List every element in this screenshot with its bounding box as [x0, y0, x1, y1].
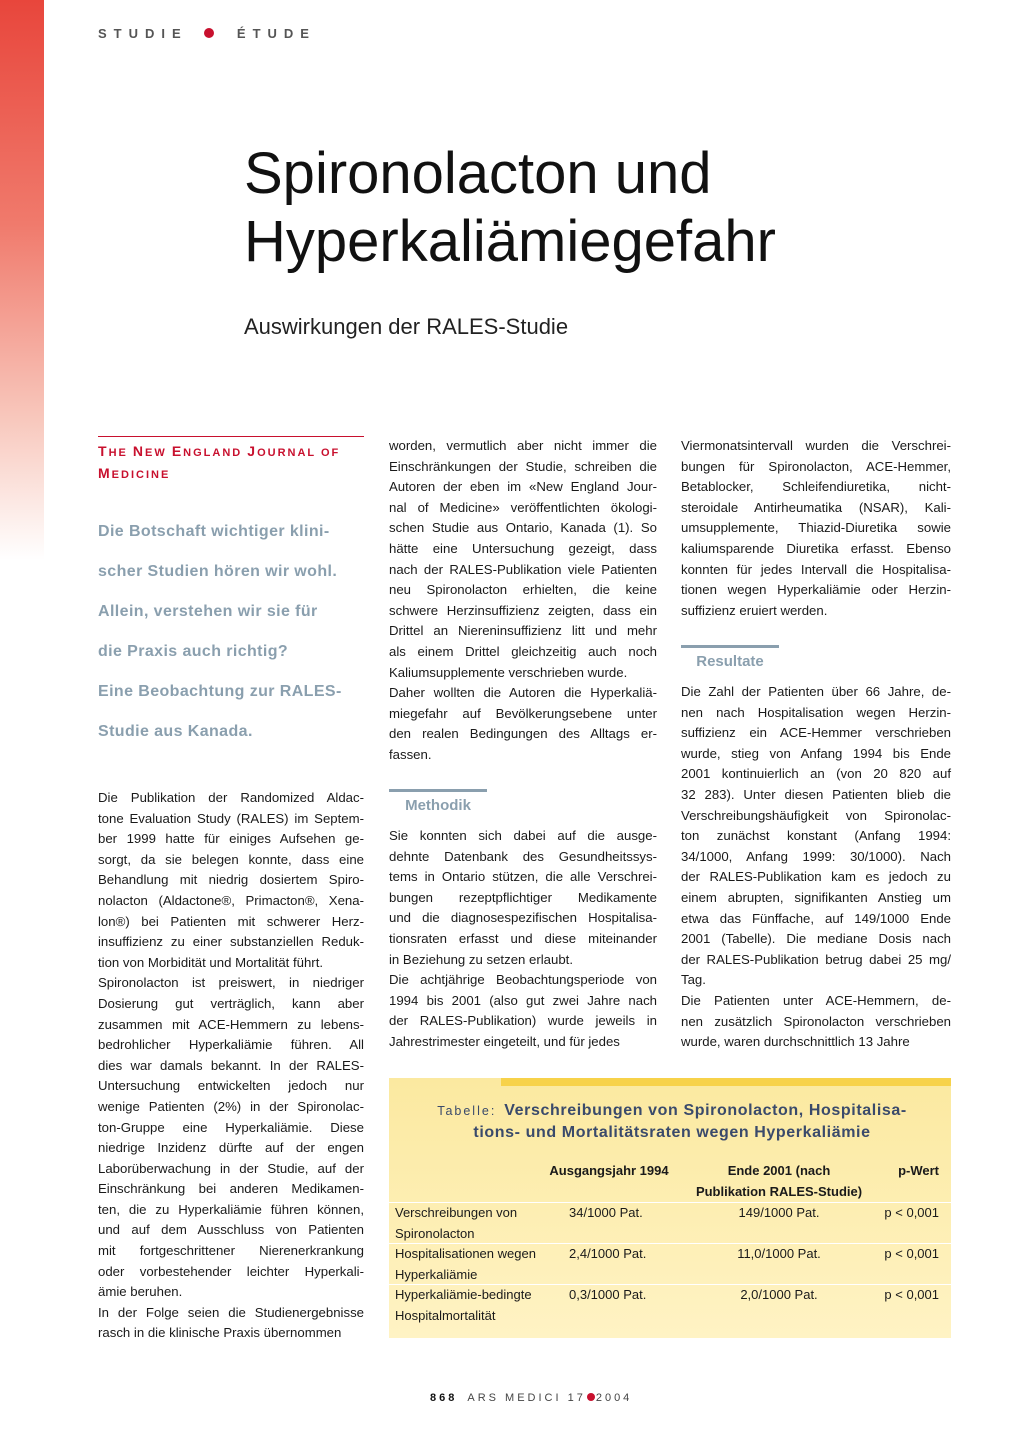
table-cell-pvalue: p < 0,001	[884, 1287, 939, 1302]
pull-quote-line: Studie aus Kanada.	[98, 723, 253, 740]
pull-quote-line: Allein, verstehen wir sie für	[98, 603, 318, 620]
body-text-line: suffizienz eruiert werden.	[681, 602, 828, 618]
journal-char: E	[171, 443, 184, 459]
body-text-line: als einem Drittel gleichzeitig auch noch	[389, 643, 657, 659]
row-label-line: Hyperkaliämie-bedingte	[395, 1287, 532, 1302]
body-text-line: schwere Herzinsuffizienz zeigten, dass ein	[389, 602, 657, 618]
body-text-line: Viermonatsintervall wurden die Verschrei-	[681, 438, 951, 453]
body-text-line: In der Folge seien die Studienergebnisse	[98, 1304, 364, 1320]
table-header-end-line-2: Publikation RALES-Studie)	[695, 1184, 863, 1199]
page-number: 868	[430, 1392, 458, 1404]
body-text-line: Drittel an Niereninsuffizienz litt und mehr	[389, 623, 657, 639]
body-text-line: Untersuchung entwickelten jedoch nur	[98, 1078, 364, 1094]
body-text-line: steroidale Antirheumatika (NSAR), Kali-	[681, 499, 951, 515]
table-header-end-line-1: Ende 2001 (nach	[727, 1163, 831, 1178]
body-text-line: neu Spironolacton erhielten, die keine	[389, 582, 657, 598]
body-text-line: schen Studie aus Ontario, Kanada (1). So	[389, 520, 657, 536]
table-caption-line-2: tions- und Mortalitätsraten wegen Hyperkaliämie	[473, 1124, 871, 1141]
table-header-end	[689, 1160, 869, 1202]
body-text-line: lon®) bei Patienten mit schwerer Herz-	[98, 913, 364, 929]
body-text-line: worden, vermutlich aber nicht immer die	[389, 438, 657, 453]
journal-char: EW	[145, 447, 172, 459]
body-text-line: wenige Patienten (2%) in der Spironolac-	[98, 1098, 364, 1114]
table-cell-label	[395, 1244, 565, 1285]
body-text-line: in Beziehung zu setzen erlaubt.	[389, 951, 574, 967]
table-cell-label	[395, 1203, 565, 1244]
body-text-line: hätte eine Untersuchung gezeigt, dass	[389, 540, 657, 556]
title-line-1: Spironolacton und	[244, 141, 712, 206]
body-column-3-bottom	[681, 682, 951, 1053]
footer-year: 2004	[595, 1392, 633, 1404]
body-text-line: den realen Bedingungen des Alltags er-	[389, 726, 657, 742]
body-text-line: Einschränkung bei anderen Medikamen-	[98, 1181, 364, 1197]
body-text-line: Verschreibungshäufigkeit von Spironolac-	[681, 807, 951, 823]
body-text-line: niedrige Inzidenz dürfte auf der engen	[98, 1140, 364, 1156]
table-label: Tabelle:	[437, 1104, 497, 1118]
body-text-line: suffizienz ein ACE-Hemmer verschrieben	[681, 725, 951, 741]
body-text-line: Betablocker, Schleifendiuretika, nicht-	[681, 479, 951, 495]
table-caption-line-1: Verschreibungen von Spironolacton, Hospitalisa-	[504, 1102, 907, 1119]
body-text-line: der RALES-Publikation) wurde jeweils in	[389, 1013, 657, 1029]
body-text-line: Autoren der eben im «New England Jour-	[389, 479, 657, 495]
body-text-line: 2001 kontinuierlich an (von 20 820 auf	[681, 766, 951, 782]
body-column-2-bottom	[389, 826, 657, 1053]
pull-quote	[98, 512, 364, 752]
body-text-line: ämie beruhen.	[98, 1284, 183, 1300]
table-row	[389, 1284, 951, 1323]
rubric-left: STUDIE	[98, 26, 188, 41]
journal-char: NGLAND	[183, 447, 248, 459]
row-label-line: Hospitalisationen wegen	[395, 1246, 536, 1261]
body-text-line: Daher wollten die Autoren die Hyperkaliä-	[389, 685, 657, 701]
journal-char: J	[247, 443, 258, 459]
body-text-line: ber 1999 hatte für einiges Aufsehen ge-	[98, 831, 364, 847]
body-text-line: dehnte Datenbank des Gesundheitssys-	[389, 848, 657, 864]
body-text-line: Spironolacton ist preiswert, in niedriger	[98, 975, 364, 991]
body-column-2-top	[389, 436, 657, 766]
body-text-line: Jahrestrimester eingeteilt, und für jedes	[389, 1033, 620, 1049]
body-text-line: mit fortgeschrittener Nierenerkrankung	[98, 1243, 364, 1259]
table-cell-pvalue: p < 0,001	[884, 1205, 939, 1220]
body-text-line: Die Publikation der Randomized Aldac-	[98, 790, 364, 805]
rubric-right: ÉTUDE	[236, 26, 316, 41]
section-heading-resultate: Resultate	[681, 645, 779, 670]
body-text-line: Die achtjährige Beobachtungsperiode von	[389, 972, 657, 988]
table-cell-baseline: 34/1000 Pat.	[569, 1205, 643, 1220]
row-label-line: Verschreibungen von	[395, 1205, 518, 1220]
body-text-line: tems in Ontario stützen, die alle Verschrei-	[389, 869, 657, 885]
body-text-line: Sie konnten sich dabei auf die ausge-	[389, 828, 657, 843]
section-heading-methodik: Methodik	[389, 789, 487, 814]
journal-char: T	[98, 443, 109, 459]
body-text-line: bungen rezeptpflichtiger Medikamente	[389, 889, 657, 905]
footer-dot-icon	[587, 1393, 595, 1401]
body-text-line: tionsraten erfasst und diese miteinander	[389, 930, 657, 946]
body-text-line: oder vorbestehender leichter Hyperkali-	[98, 1263, 364, 1279]
pull-quote-line: Die Botschaft wichtiger klini-	[98, 523, 330, 540]
body-text-line: wurde, stieg von Anfang 1994 bis Ende	[681, 745, 951, 761]
table-cell-end: 149/1000 Pat.	[738, 1205, 820, 1220]
row-label-line: Hyperkaliämie	[395, 1266, 478, 1282]
results-table	[389, 1078, 951, 1338]
body-text-line: der RALES-Publikation betrug dabei 25 mg/	[681, 951, 951, 967]
body-text-line: Die Patienten unter ACE-Hemmern, de-	[681, 992, 951, 1008]
table-cell-label	[395, 1285, 565, 1326]
title-line-2: Hyperkaliämiegefahr	[244, 209, 776, 274]
body-text-line: konnten für jedes Intervall die Hospitalisa-	[681, 561, 951, 577]
body-text-line: Tag.	[681, 972, 706, 988]
body-text-line: umsupplemente, Thiazid-Diuretika sowie	[681, 520, 951, 536]
table-cell-end: 11,0/1000 Pat.	[737, 1246, 821, 1261]
table-cell-end: 2,0/1000 Pat.	[740, 1287, 818, 1302]
body-text-line: insuffizienz zu einer substanziellen Reduk-	[98, 934, 364, 950]
body-text-line: zusammen mit ACE-Hemmern zu lebens-	[98, 1016, 364, 1032]
section-rubric	[98, 26, 316, 41]
body-text-line: ton-Gruppe eine Hyperkaliämie. Diese	[98, 1119, 364, 1135]
decorative-red-strip	[0, 0, 44, 560]
body-text-line: Laborüberwachung in der Studie, auf der	[98, 1160, 364, 1176]
table-header-pvalue: p-Wert	[898, 1163, 939, 1178]
body-text-line: 1994 bis 2001 (also gut zwei Jahre nach	[389, 992, 657, 1008]
body-text-line: etwa das Fünffache, auf 149/1000 Ende	[681, 910, 951, 926]
table-cell-pvalue: p < 0,001	[884, 1246, 939, 1261]
row-label-line: Spironolacton	[395, 1225, 475, 1241]
body-text-line: ton zunächst konstant (Anfang 1994:	[681, 828, 951, 844]
body-text-line: 2001 (Tabelle). Die mediane Dosis nach	[681, 931, 951, 947]
body-text-line: ten, die zu Hyperkaliämie führen können,	[98, 1201, 364, 1217]
row-label-line: Hospitalmortalität	[395, 1307, 496, 1323]
pull-quote-line: die Praxis auch richtig?	[98, 643, 289, 660]
body-text-line: nen zusätzlich Spironolacton verschrieben	[681, 1013, 951, 1029]
footer-journal: ARS MEDICI 17	[467, 1392, 586, 1404]
body-text-line: Die Zahl der Patienten über 66 Jahre, de-	[681, 684, 951, 699]
page-footer	[430, 1392, 632, 1404]
article-subtitle: Auswirkungen der RALES-Studie	[244, 314, 569, 339]
body-text-line: sorgt, da sie belegen konnte, dass eine	[98, 851, 364, 867]
body-text-line: bedrohlicher Hyperkaliämie führen. All	[98, 1037, 364, 1053]
body-text-line: Einschränkungen der Studie, schreiben die	[389, 458, 657, 474]
body-text-line: Dosierung gut verträglich, kann aber	[98, 995, 364, 1011]
body-text-line: tion von Morbidität und Mortalität führt.	[98, 954, 324, 970]
table-row	[389, 1243, 951, 1282]
body-text-line: und die diagnosespezifischen Hospitalisa-	[389, 910, 657, 926]
table-caption	[397, 1100, 947, 1143]
pull-quote-line: Eine Beobachtung zur RALES-	[98, 683, 342, 700]
body-text-line: nen nach Hospitalisation wegen Herzin-	[681, 704, 951, 720]
body-text-line: kaliumsparende Diuretika erfasst. Ebenso	[681, 540, 951, 556]
body-text-line: wurde, waren durchschnittlich 13 Jahre	[681, 1034, 910, 1050]
table-header-baseline: Ausgangsjahr 1994	[549, 1163, 669, 1178]
pull-quote-line: scher Studien hören wir wohl.	[98, 563, 338, 580]
body-text-line: Behandlung mit niedrig dosiertem Spiro-	[98, 872, 364, 888]
body-text-line: nolacton (Aldactone®, Primacton®, Xena-	[98, 892, 364, 908]
journal-source	[98, 436, 364, 485]
body-text-line: rasch in die klinische Praxis übernommen	[98, 1325, 342, 1341]
body-text-line: fassen.	[389, 746, 432, 762]
table-cell-baseline: 2,4/1000 Pat.	[569, 1246, 647, 1261]
journal-char: N	[132, 443, 146, 459]
body-column-3-top	[681, 436, 951, 621]
rubric-dot-icon	[204, 28, 214, 38]
body-text-line: nach der RALES-Publikation viele Patienten	[389, 561, 657, 577]
article-title	[244, 140, 964, 276]
body-text-line: bungen für Spironolacton, ACE-Hemmer,	[681, 458, 951, 474]
journal-char: M	[98, 465, 112, 481]
body-text-line: dies war damals bekannt. In der RALES-	[98, 1057, 364, 1073]
body-text-line: 34/1000, Anfang 1999: 30/1000). Nach	[681, 848, 951, 864]
body-text-line: 32 283). Unter diesen Patienten blieb die	[681, 786, 951, 802]
body-text-line: nal of Medicine» veröffentlichten ökologi-	[389, 499, 657, 515]
body-text-line: tionen wegen Hyperkaliämie oder Herzin-	[681, 582, 951, 598]
body-text-line: einem abrupten, signifikanten Anstieg um	[681, 889, 951, 905]
body-text-line: Kaliumsupplemente verschrieben wurde.	[389, 664, 628, 680]
body-text-line: und auf dem Ausschluss von Patienten	[98, 1222, 364, 1238]
body-text-line: der RALES-Publikation kam es jedoch zu	[681, 869, 951, 885]
table-top-bar	[501, 1078, 951, 1086]
journal-char: EDICINE	[111, 469, 171, 481]
table-row	[389, 1202, 951, 1241]
journal-char: OURNAL OF	[257, 447, 341, 459]
body-column-1	[98, 788, 364, 1344]
table-cell-baseline: 0,3/1000 Pat.	[569, 1287, 647, 1302]
journal-char: HE	[108, 447, 133, 459]
body-text-line: tone Evaluation Study (RALES) im Septem-	[98, 810, 364, 826]
body-text-line: miegefahr auf Bevölkerungsebene unter	[389, 705, 657, 721]
